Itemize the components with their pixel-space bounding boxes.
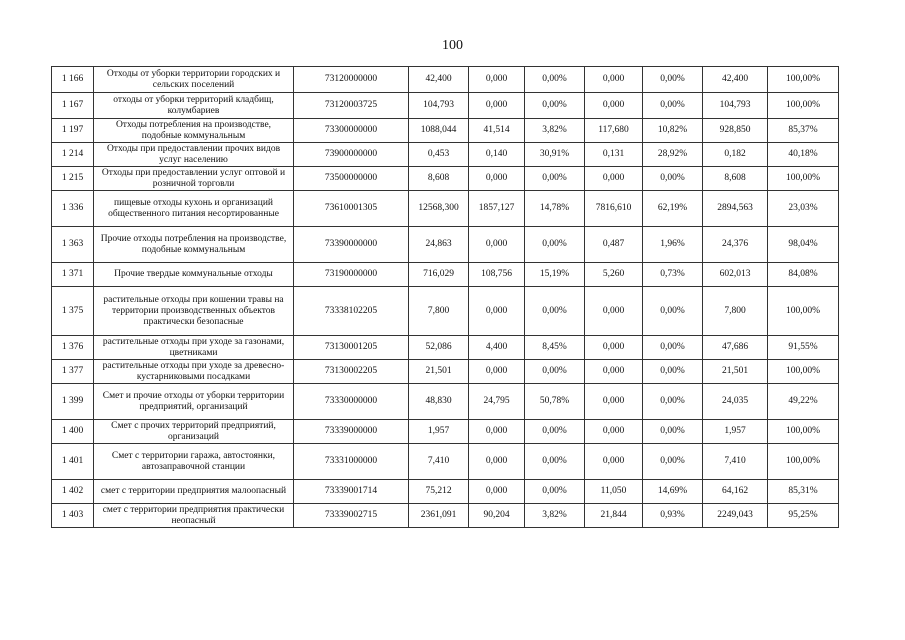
row-value-3: 117,680 xyxy=(585,119,643,143)
row-value-2: 0,000 xyxy=(469,167,525,191)
row-value-2: 0,000 xyxy=(469,93,525,119)
table-row xyxy=(52,93,839,119)
table-row xyxy=(52,336,839,360)
row-percent-1: 0,00% xyxy=(525,287,585,336)
row-total-value: 7,800 xyxy=(409,287,469,336)
row-percent-2: 0,00% xyxy=(643,384,703,420)
row-percent-2: 0,00% xyxy=(643,336,703,360)
row-name: Прочие отходы потребления на производстве, подобные коммунальным xyxy=(94,227,294,263)
row-value-3: 0,000 xyxy=(585,336,643,360)
row-value-2: 0,000 xyxy=(469,360,525,384)
row-total-value: 1,957 xyxy=(409,420,469,444)
row-percent-2: 10,82% xyxy=(643,119,703,143)
row-total-value: 24,863 xyxy=(409,227,469,263)
row-code: 1 376 xyxy=(52,336,94,360)
row-percent-1: 0,00% xyxy=(525,480,585,504)
row-value-4: 21,501 xyxy=(703,360,768,384)
row-name: Смет с территории гаража, автостоянки, автозаправочной станции xyxy=(94,444,294,480)
row-percent-3: 100,00% xyxy=(768,360,839,384)
row-name: Отходы от уборки территории городских и сельских поселений xyxy=(94,67,294,93)
row-value-2: 4,400 xyxy=(469,336,525,360)
row-code: 1 403 xyxy=(52,504,94,528)
row-total-value: 21,501 xyxy=(409,360,469,384)
row-percent-1: 0,00% xyxy=(525,227,585,263)
row-value-3: 5,260 xyxy=(585,263,643,287)
row-code: 1 402 xyxy=(52,480,94,504)
row-value-2: 0,000 xyxy=(469,67,525,93)
row-value-4: 7,410 xyxy=(703,444,768,480)
row-value-4: 0,182 xyxy=(703,143,768,167)
row-fkko: 73339002715 xyxy=(294,504,409,528)
row-percent-3: 98,04% xyxy=(768,227,839,263)
row-fkko: 73338102205 xyxy=(294,287,409,336)
row-fkko: 73610001305 xyxy=(294,191,409,227)
row-fkko: 73120003725 xyxy=(294,93,409,119)
row-percent-1: 0,00% xyxy=(525,93,585,119)
row-value-3: 0,000 xyxy=(585,360,643,384)
row-value-2: 0,000 xyxy=(469,420,525,444)
row-percent-2: 0,73% xyxy=(643,263,703,287)
row-fkko: 73330000000 xyxy=(294,384,409,420)
row-total-value: 0,453 xyxy=(409,143,469,167)
table-row xyxy=(52,287,839,336)
row-name: смет с территории предприятия практически неопасный xyxy=(94,504,294,528)
row-percent-1: 0,00% xyxy=(525,67,585,93)
row-total-value: 8,608 xyxy=(409,167,469,191)
row-name: растительные отходы при уходе за древесно-кустарниковыми посадками xyxy=(94,360,294,384)
row-value-4: 602,013 xyxy=(703,263,768,287)
row-code: 1 197 xyxy=(52,119,94,143)
page-number: 100 xyxy=(442,38,463,53)
row-code: 1 399 xyxy=(52,384,94,420)
row-percent-1: 30,91% xyxy=(525,143,585,167)
row-value-2: 108,756 xyxy=(469,263,525,287)
row-fkko: 73339001714 xyxy=(294,480,409,504)
row-value-3: 0,000 xyxy=(585,167,643,191)
row-value-4: 47,686 xyxy=(703,336,768,360)
row-value-3: 0,000 xyxy=(585,67,643,93)
row-value-4: 42,400 xyxy=(703,67,768,93)
row-percent-3: 100,00% xyxy=(768,67,839,93)
row-code: 1 375 xyxy=(52,287,94,336)
row-total-value: 2361,091 xyxy=(409,504,469,528)
table-row xyxy=(52,444,839,480)
row-percent-1: 8,45% xyxy=(525,336,585,360)
row-fkko: 73190000000 xyxy=(294,263,409,287)
row-value-2: 0,000 xyxy=(469,227,525,263)
row-value-4: 64,162 xyxy=(703,480,768,504)
table-row xyxy=(52,191,839,227)
table-row xyxy=(52,420,839,444)
row-value-3: 0,000 xyxy=(585,444,643,480)
row-percent-1: 14,78% xyxy=(525,191,585,227)
row-value-4: 7,800 xyxy=(703,287,768,336)
table-row xyxy=(52,480,839,504)
row-value-3: 0,000 xyxy=(585,384,643,420)
row-value-4: 24,035 xyxy=(703,384,768,420)
row-total-value: 75,212 xyxy=(409,480,469,504)
table-row xyxy=(52,227,839,263)
row-value-2: 0,140 xyxy=(469,143,525,167)
row-total-value: 104,793 xyxy=(409,93,469,119)
row-value-2: 24,795 xyxy=(469,384,525,420)
row-code: 1 215 xyxy=(52,167,94,191)
row-percent-1: 0,00% xyxy=(525,360,585,384)
row-name: смет с территории предприятия малоопасный xyxy=(94,480,294,504)
row-percent-1: 3,82% xyxy=(525,119,585,143)
row-value-3: 21,844 xyxy=(585,504,643,528)
row-percent-1: 15,19% xyxy=(525,263,585,287)
row-percent-3: 23,03% xyxy=(768,191,839,227)
row-percent-1: 0,00% xyxy=(525,420,585,444)
row-value-2: 0,000 xyxy=(469,444,525,480)
row-percent-3: 49,22% xyxy=(768,384,839,420)
row-percent-2: 28,92% xyxy=(643,143,703,167)
row-percent-2: 62,19% xyxy=(643,191,703,227)
row-fkko: 73900000000 xyxy=(294,143,409,167)
row-fkko: 73300000000 xyxy=(294,119,409,143)
row-percent-3: 100,00% xyxy=(768,287,839,336)
row-value-2: 90,204 xyxy=(469,504,525,528)
row-percent-3: 91,55% xyxy=(768,336,839,360)
row-value-3: 11,050 xyxy=(585,480,643,504)
row-code: 1 363 xyxy=(52,227,94,263)
row-name: Прочие твердые коммунальные отходы xyxy=(94,263,294,287)
row-percent-3: 100,00% xyxy=(768,93,839,119)
row-total-value: 48,830 xyxy=(409,384,469,420)
row-code: 1 371 xyxy=(52,263,94,287)
row-percent-1: 0,00% xyxy=(525,167,585,191)
row-value-4: 2249,043 xyxy=(703,504,768,528)
row-value-3: 0,000 xyxy=(585,287,643,336)
row-value-4: 24,376 xyxy=(703,227,768,263)
row-name: Смет с прочих территорий предприятий, организаций xyxy=(94,420,294,444)
row-name: растительные отходы при кошении травы на территории производственных объектов практически безопасные xyxy=(94,287,294,336)
row-total-value: 7,410 xyxy=(409,444,469,480)
row-name: Отходы при предоставлении прочих видов услуг населению xyxy=(94,143,294,167)
row-value-4: 1,957 xyxy=(703,420,768,444)
row-percent-2: 0,00% xyxy=(643,93,703,119)
row-percent-3: 100,00% xyxy=(768,167,839,191)
row-total-value: 42,400 xyxy=(409,67,469,93)
row-name: отходы от уборки территорий кладбищ, колумбариев xyxy=(94,93,294,119)
row-code: 1 336 xyxy=(52,191,94,227)
row-percent-2: 0,00% xyxy=(643,287,703,336)
row-percent-2: 1,96% xyxy=(643,227,703,263)
row-value-2: 1857,127 xyxy=(469,191,525,227)
row-value-3: 0,487 xyxy=(585,227,643,263)
row-code: 1 214 xyxy=(52,143,94,167)
row-value-4: 2894,563 xyxy=(703,191,768,227)
table-row xyxy=(52,263,839,287)
row-value-3: 0,000 xyxy=(585,420,643,444)
row-total-value: 52,086 xyxy=(409,336,469,360)
row-name: пищевые отходы кухонь и организаций общественного питания несортированные xyxy=(94,191,294,227)
row-fkko: 73130002205 xyxy=(294,360,409,384)
row-name: Смет и прочие отходы от уборки территории предприятий, организаций xyxy=(94,384,294,420)
row-percent-2: 0,00% xyxy=(643,67,703,93)
row-value-4: 928,850 xyxy=(703,119,768,143)
row-name: растительные отходы при уходе за газонами, цветниками xyxy=(94,336,294,360)
table-row xyxy=(52,143,839,167)
table-row xyxy=(52,384,839,420)
row-percent-2: 0,00% xyxy=(643,444,703,480)
row-value-2: 41,514 xyxy=(469,119,525,143)
row-value-2: 0,000 xyxy=(469,480,525,504)
row-fkko: 73120000000 xyxy=(294,67,409,93)
row-percent-3: 40,18% xyxy=(768,143,839,167)
waste-table xyxy=(51,66,839,528)
row-percent-1: 3,82% xyxy=(525,504,585,528)
row-percent-3: 84,08% xyxy=(768,263,839,287)
row-fkko: 73390000000 xyxy=(294,227,409,263)
row-percent-3: 85,31% xyxy=(768,480,839,504)
table-row xyxy=(52,119,839,143)
row-percent-1: 0,00% xyxy=(525,444,585,480)
row-percent-2: 0,00% xyxy=(643,360,703,384)
row-fkko: 73130001205 xyxy=(294,336,409,360)
table-row xyxy=(52,504,839,528)
row-percent-3: 95,25% xyxy=(768,504,839,528)
row-name: Отходы при предоставлении услуг оптовой и розничной торговли xyxy=(94,167,294,191)
row-value-4: 8,608 xyxy=(703,167,768,191)
row-code: 1 377 xyxy=(52,360,94,384)
row-fkko: 73331000000 xyxy=(294,444,409,480)
row-fkko: 73500000000 xyxy=(294,167,409,191)
row-percent-1: 50,78% xyxy=(525,384,585,420)
row-percent-2: 0,00% xyxy=(643,167,703,191)
row-name: Отходы потребления на производстве, подобные коммунальным xyxy=(94,119,294,143)
table-row xyxy=(52,360,839,384)
row-value-3: 0,131 xyxy=(585,143,643,167)
row-code: 1 166 xyxy=(52,67,94,93)
row-percent-3: 100,00% xyxy=(768,420,839,444)
row-total-value: 716,029 xyxy=(409,263,469,287)
row-value-4: 104,793 xyxy=(703,93,768,119)
row-percent-2: 0,93% xyxy=(643,504,703,528)
row-value-2: 0,000 xyxy=(469,287,525,336)
row-total-value: 12568,300 xyxy=(409,191,469,227)
row-value-3: 7816,610 xyxy=(585,191,643,227)
row-value-3: 0,000 xyxy=(585,93,643,119)
row-total-value: 1088,044 xyxy=(409,119,469,143)
row-percent-2: 0,00% xyxy=(643,420,703,444)
row-percent-3: 100,00% xyxy=(768,444,839,480)
row-code: 1 400 xyxy=(52,420,94,444)
row-fkko: 73339000000 xyxy=(294,420,409,444)
row-code: 1 401 xyxy=(52,444,94,480)
row-code: 1 167 xyxy=(52,93,94,119)
table-row xyxy=(52,67,839,93)
row-percent-3: 85,37% xyxy=(768,119,839,143)
row-percent-2: 14,69% xyxy=(643,480,703,504)
table-row xyxy=(52,167,839,191)
